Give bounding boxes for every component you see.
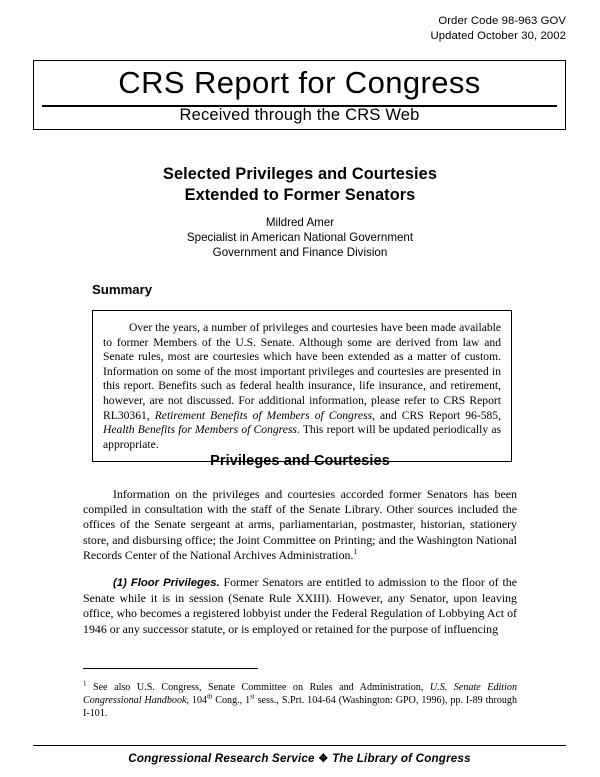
- order-code-block: [430, 14, 566, 43]
- author-name: Mildred Amer: [265, 216, 335, 229]
- footnote-number: 1: [83, 680, 87, 688]
- author-block: [60, 216, 540, 260]
- author-title: Specialist in American National Government: [186, 230, 414, 244]
- footnote-part-4: sess., S.Prt. 104-64 (Washington: GPO, 1996), pp. I-89 through I-101.: [83, 695, 518, 720]
- updated-date: Updated October 30, 2002: [430, 29, 566, 42]
- summary-part-1: Over the years, a number of privileges and courtesies have been made available to former Members of the U.S. Senate. Although some are derived from law and Senate rules, most are courtesies which have been extended as a matter of custom. Information on some of the most important privileges and courtesies are presented in this report. Benefits such as federal health insurance, life insurance, and retirement, however, are not discussed. For additional information, please refer to CRS Report RL30361,: [103, 321, 501, 422]
- footnote-italic-title: U.S. Senate Edition Congressional Handbook: [83, 682, 518, 707]
- footnote-part-1: See also U.S. Congress, Senate Committee on Rules and Administration,: [86, 682, 430, 693]
- page-title: [60, 164, 540, 206]
- crs-banner: [33, 60, 566, 130]
- footnote-separator: [83, 668, 258, 669]
- paragraph-floor-privileges-text: Former Senators are entitled to admission to the floor of the Senate while it is in session (Senate Rule XXIII). However, any Senator, upon leaving office, who becomes a registered lobbyist under the Federal Regulation of Lobbying Act of 1946 or any successor statute, or is employed or retained for the purpose of influencing: [83, 575, 518, 636]
- footnote-1: [83, 681, 517, 721]
- diamond-icon: ❖: [318, 752, 329, 765]
- crs-banner-title: CRS Report for Congress: [118, 65, 481, 100]
- summary-part-3: . This report will be updated periodically as appropriate.: [103, 423, 501, 451]
- crs-banner-subtitle: Received through the CRS Web: [179, 106, 420, 124]
- paragraph-floor-privileges: [83, 575, 517, 637]
- footnote-ordinal-st: st: [250, 693, 255, 701]
- footer-organization: Congressional Research Service: [128, 752, 315, 765]
- author-division: Government and Finance Division: [212, 245, 388, 259]
- summary-italic-report-1: Retirement Benefits of Members of Congress: [154, 408, 373, 422]
- footer: [33, 751, 566, 765]
- summary-box: [92, 310, 512, 462]
- body-content: [83, 487, 517, 637]
- footnote-part-3: Cong., 1: [212, 695, 251, 707]
- summary-part-2: , and CRS Report 96-585,: [372, 408, 501, 422]
- summary-text: [103, 321, 501, 452]
- report-title-line-2: Extended to Former Senators: [184, 186, 416, 204]
- summary-italic-report-2: Health Benefits for Members of Congress: [103, 423, 297, 437]
- paragraph-sources-text: Information on the privileges and courtesies accorded former Senators has been compiled in consultation with the staff of the Senate Library. Other sources included the offices of the Senate sergeant at arms, parliamentarian, postmaster, historian, stationery store, and disbursing office; the Joint Committee on Printing; and the Washington National Records Center of the National Archives Administration.: [83, 487, 517, 562]
- order-code: Order Code 98-963 GOV: [438, 15, 566, 27]
- summary-heading: Summary: [92, 282, 153, 297]
- footer-library: The Library of Congress: [332, 752, 471, 765]
- footnote-ordinal-th: th: [207, 693, 213, 701]
- footer-divider: [33, 745, 566, 746]
- report-title-line-1: Selected Privileges and Courtesies: [163, 165, 437, 183]
- footnote-part-2: , 104: [186, 695, 208, 707]
- section-heading-privileges: Privileges and Courtesies: [210, 453, 390, 469]
- footnote-marker-1: 1: [353, 546, 358, 556]
- runin-heading-floor-privileges: (1) Floor Privileges.: [113, 577, 220, 590]
- paragraph-sources: [83, 487, 517, 563]
